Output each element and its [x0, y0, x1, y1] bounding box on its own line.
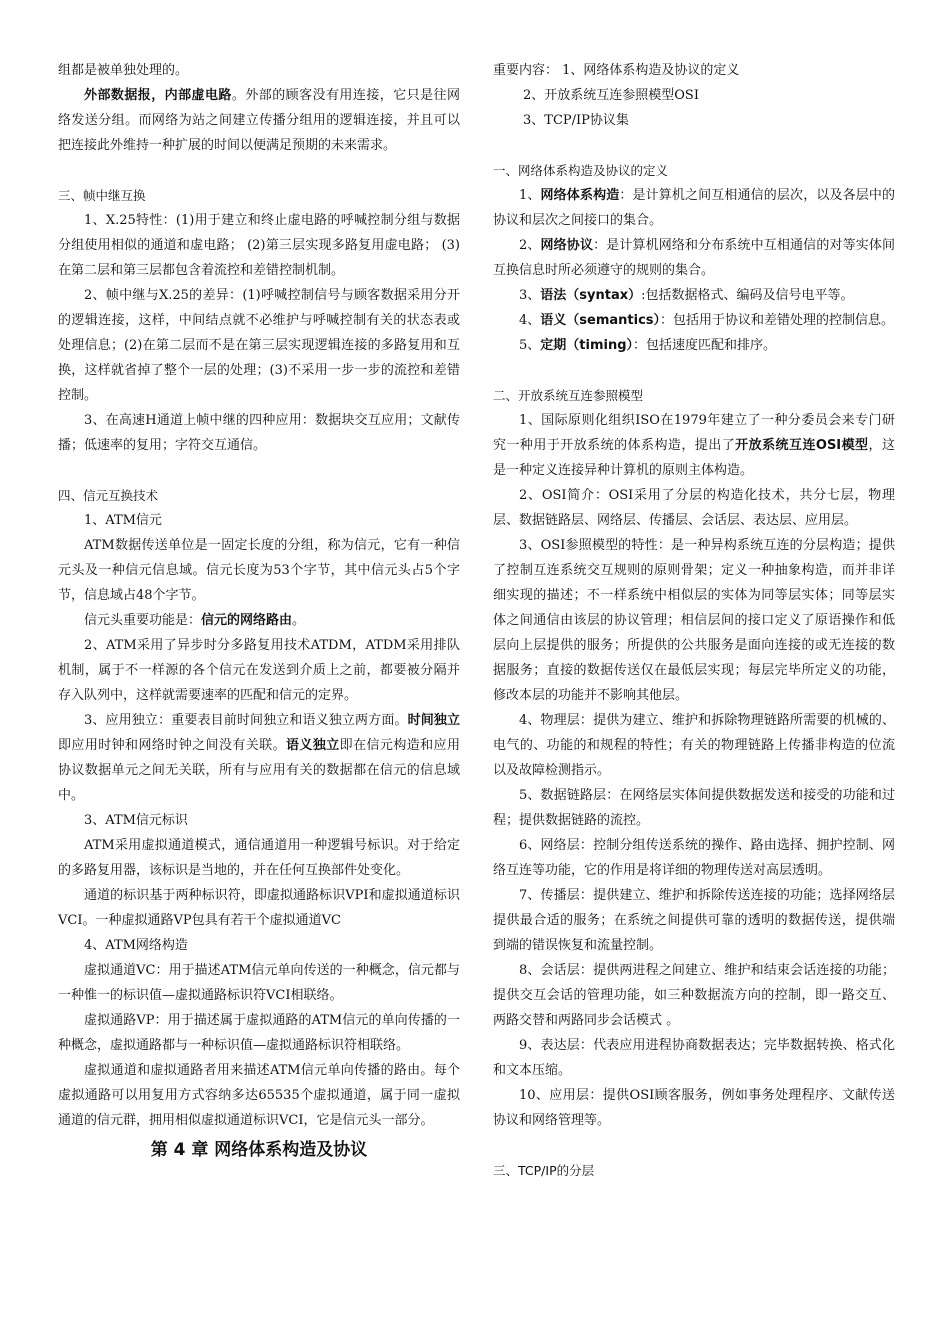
bold-term: 时间独立 — [407, 713, 460, 728]
key-content-line-3: 3、TCP/IP协议集 — [523, 113, 629, 128]
bold-term: 外部数据报，内部虚电路 — [84, 88, 232, 103]
paragraph-external-datagram: 外部数据报，内部虚电路。外部的顾客没有用连接，它只是往网络发送分组。而网络为站之间建立传播分组用的逻辑连接，并且可以把连接此外维持一种扩展的时间以便满足预期的未来需求。 — [58, 88, 460, 153]
section-heading-osi: 二、开放系统互连参照模型 — [493, 388, 644, 403]
paragraph-presentation-layer: 9、表达层：代表应用进程协商数据表达；完毕数据转换、格式化和文本压缩。 — [493, 1038, 895, 1078]
paragraph-data-link-layer: 5、数据链路层：在网络层实体间提供数据发送和接受的功能和过程；提供数据链路的流控。 — [493, 788, 895, 828]
paragraph-intro: 组都是被单独处理的。 — [58, 63, 189, 78]
bold-term: 语义（semantics） — [540, 313, 661, 328]
paragraph-osi-intro: 2、OSI简介：OSI采用了分层的构造化技术，共分七层，物理层、数据链路层、网络层、传播层、会话层、表达层、应用层。 — [493, 488, 895, 528]
definition-architecture: 1、网络体系构造：是计算机之间互相通信的层次，以及各层中的协议和层次之间接口的集合。 — [493, 188, 895, 228]
paragraph-independence: 3、应用独立：重要表目前时间独立和语义独立两方面。时间独立即应用时钟和网络时钟之间没有关联。语义独立即在信元构造和应用协议数据单元之间无关联，所有与应用有关的数据都在信元的信息域中。 — [58, 713, 460, 803]
paragraph-atm-cell: ATM数据传送单位是一固定长度的分组，称为信元，它有一种信元头及一种信元信息域。信元长度为53个字节，其中信元头占5个字节，信息域占48个字节。 — [58, 538, 460, 603]
paragraph-cell-header: 信元头重要功能是：信元的网络路由。 — [84, 613, 306, 628]
paragraph-iso: 1、国际原则化组织ISO在1979年建立了一种分委员会来专门研究一种用于开放系统的体系构造，提出了开放系统互连OSI模型，这是一种定义连接异种计算机的原则主体构造。 — [493, 413, 895, 478]
paragraph-x25: 1、X.25特性：(1)用于建立和终止虚电路的呼喊控制分组与数据分组使用相似的通道和虚电路； (2)第三层实现多路复用虚电路； (3)在第二层和第三层都包含着流控和差错控制机制。 — [58, 213, 460, 278]
key-content-line-2: 2、开放系统互连参照模型OSI — [523, 88, 699, 103]
paragraph-fr-diff: 2、帧中继与X.25的差异：(1)呼喊控制信号与顾客数据采用分开的逻辑连接，这样，中间结点就不必维护与呼喊控制有关的状态表或处理信息；(2)在第二层而不是在第三层实现逻辑连接的多路复用和互换，这样就省掉了整个一层的处理；(3)不采用一步一步的流控和差错控制。 — [58, 288, 460, 403]
definition-protocol: 2、网络协议：是计算机网络和分布系统中互相通信的对等实体间互换信息时所必须遵守的规则的集合。 — [493, 238, 895, 278]
bold-term: 网络协议 — [540, 238, 594, 253]
bold-term: 定期（timing） — [540, 338, 634, 353]
paragraph-vc-vp: 虚拟通道和虚拟通路者用来描述ATM信元单向传播的路由。每个虚拟通路可以用复用方式容纳多达65535个虚拟通道，属于同一虚拟通道的信元群，拥用相似虚拟通道标识VCI，它是信元头一部分。 — [58, 1063, 460, 1128]
definition-semantics: 4、语义（semantics）：包括用于协议和差错处理的控制信息。 — [519, 313, 895, 328]
subheading-atm-id: 3、ATM信元标识 — [84, 813, 188, 828]
paragraph-vpi-vci: 通道的标识基于两种标识符，即虚拟通路标识VPI和虚拟通道标识VCI。一种虚拟通路VP包具有若干个虚拟通道VC — [58, 888, 460, 928]
subheading-atm-network: 4、ATM网络构造 — [84, 938, 188, 953]
paragraph-network-layer: 6、网络层：控制分组传送系统的操作、路由选择、拥护控制、网络互连等功能，它的作用是将详细的物理传送对高层透明。 — [493, 838, 895, 878]
bold-term: 语法（syntax） — [540, 288, 642, 303]
paragraph-transport-layer: 7、传播层：提供建立、维护和拆除传送连接的功能；选择网络层提供最合适的服务；在系统之间提供可靠的透明的数据传送，提供端到端的错误恢复和流量控制。 — [493, 888, 895, 953]
bold-term: 语义独立 — [286, 738, 340, 753]
paragraph-vc: 虚拟通道VC：用于描述ATM信元单向传送的一种概念，信元都与一种惟一的标识值—虚拟通路标识符VCI相联络。 — [58, 963, 460, 1003]
bold-term: 网络体系构造 — [540, 188, 620, 203]
subheading-atm-cell: 1、ATM信元 — [84, 513, 162, 528]
bold-term: 信元的网络路由 — [201, 613, 293, 628]
paragraph-physical-layer: 4、物理层：提供为建立、维护和拆除物理链路所需要的机械的、电气的、功能的和规程的特性；有关的物理链路上传播非构造的位流以及故障检测指示。 — [493, 713, 895, 778]
bold-term: 开放系统互连OSI模型 — [735, 438, 869, 453]
section-heading-cell-switching: 四、信元互换技术 — [58, 488, 159, 503]
paragraph-application-layer: 10、应用层：提供OSI顾客服务，例如事务处理程序、文献传送协议和网络管理等。 — [493, 1088, 895, 1128]
section-heading-tcpip: 三、TCP/IP的分层 — [493, 1163, 595, 1178]
key-content-line-1: 重要内容： 1、网络体系构造及协议的定义 — [493, 63, 740, 78]
paragraph-vp: 虚拟通路VP：用于描述属于虚拟通路的ATM信元的单向传播的一种概念，虚拟通路都与一种标识值—虚拟通路标识符相联络。 — [58, 1013, 460, 1053]
paragraph-fr-apps: 3、在高速H通道上帧中继的四种应用：数据块交互应用；文献传播；低速率的复用；字符交互通信。 — [58, 413, 460, 453]
right-column — [493, 58, 895, 1183]
chapter-title: 第 4 章 网络体系构造及协议 — [150, 1140, 368, 1160]
paragraph-atm-id: ATM采用虚拟通道模式，通信通道用一种逻辑号标识。对于给定的多路复用器，该标识是当地的，并在任何互换部件处变化。 — [58, 838, 460, 878]
paragraph-atdm: 2、ATM采用了异步时分多路复用技术ATDM，ATDM采用排队机制，属于不一样源的各个信元在发送到介质上之前，都要被分隔并存入队列中，这样就需要速率的匹配和信元的定界。 — [58, 638, 460, 703]
paragraph-session-layer: 8、会话层：提供两进程之间建立、维护和结束会话连接的功能；提供交互会话的管理功能，如三种数据流方向的控制，即一路交互、两路交替和两路同步会话模式 。 — [493, 963, 895, 1028]
section-heading-frame-relay: 三、帧中继互换 — [58, 188, 146, 203]
definition-syntax: 3、语法（syntax）:包括数据格式、编码及信号电平等。 — [519, 288, 854, 303]
paragraph-osi-features: 3、OSI参照模型的特性：是一种异构系统互连的分层构造；提供了控制互连系统交互规则的原则骨架；定义一种抽象构造，而并非详细实现的描述；不一样系统中相似层的实体为同等层实体；同等层实体之间通信由该层的协议管理；相信层间的接口定义了原语操作和低层向上层提供的服务；所提供的公共服务是面向连接的或无连接的数据服务；直接的数据传送仅在最低层实现；每层完毕所定义的功能，修改本层的功能并不影响其他层。 — [493, 538, 895, 703]
section-heading-definitions: 一、网络体系构造及协议的定义 — [493, 163, 669, 178]
left-column — [58, 58, 460, 1163]
definition-timing: 5、定期（timing）：包括速度匹配和排序。 — [519, 338, 777, 353]
